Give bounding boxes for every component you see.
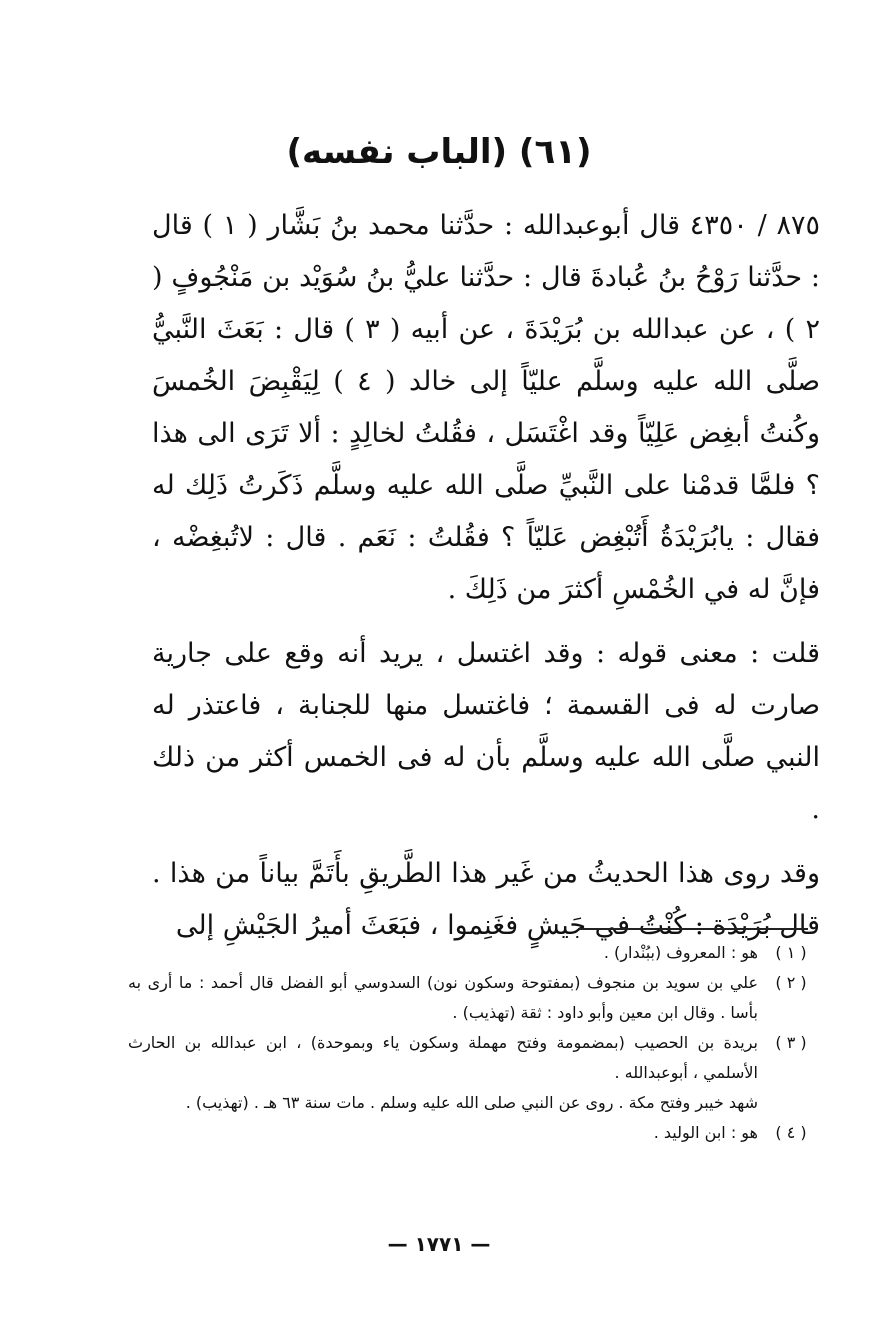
footnote-number: ( ٢ ) (775, 973, 807, 992)
commentary-paragraph: قلت : معنى قوله : وقد اغتسل ، يريد أنه وقع على جارية صارت له فى القسمة ؛ فاغتسل منها للجنابة ، فاعتذر له النبي صلَّى الله عليه وسلَّم بأن له فى الخمس أكثر من ذلك . (152, 638, 820, 825)
footnote-number: ( ٣ ) (775, 1033, 807, 1052)
hadith-number: ٨٧٥ / ٤٣٥٠ (689, 210, 821, 241)
footnote-4 (128, 1118, 814, 1148)
footnote-number: ( ١ ) (775, 943, 807, 962)
footnote-3 (128, 1028, 814, 1088)
footnote-text: علي بن سويد بن منجوف (بمفتوحة وسكون نون) السدوسي أبو الفضل قال أحمد : ما أرى به بأسا . وقال ابن معين وأبو داود : ثقة (تهذيب) . (128, 973, 758, 1022)
hadith-paragraph (152, 200, 820, 616)
footnotes (128, 938, 814, 1148)
footnote-1 (128, 938, 814, 968)
main-text (152, 200, 820, 952)
footnote-number: ( ٤ ) (775, 1123, 807, 1142)
chapter-title: (٦١) (الباب نفسه) (286, 132, 592, 172)
footnote-2 (128, 968, 814, 1028)
footnote-text: هو : المعروف (ببُنْدار) . (603, 943, 758, 962)
footnote-text: بريدة بن الحصيب (بمضمومة وفتح مهملة وسكون ياء وبموحدة) ، ابن عبدالله بن الحارث الأسلمي ، أبوعبدالله . (128, 1033, 758, 1082)
footnote-divider (578, 928, 808, 930)
footnote-3-continuation: شهد خيبر وفتح مكة . روى عن النبي صلى الله عليه وسلم . مات سنة ٦٣ هـ . (تهذيب) . (185, 1093, 758, 1112)
footnote-text: هو : ابن الوليد . (653, 1123, 758, 1142)
page-number: — ١٧٧١ — (387, 1232, 491, 1256)
continuation-paragraph: وقد روى هذا الحديثُ من غَير هذا الطَّريقِ بأَتَمَّ بياناً من هذا . قال بُرَيْدَة : كُنْتُ في جَيشٍ فغَنِموا ، فبَعَثَ أميرُ الجَيْشِ إلى (152, 858, 820, 941)
hadith-text: قال أبوعبدالله : حدَّثنا محمد بنُ بَشَّار ( ١ ) قال : حدَّثنا رَوْحُ بنُ عُبادةَ قال : حدَّثنا عليُّ بنُ سُوَيْد بن مَنْجُوفٍ ( ٢ ) ، عن عبدالله بن بُرَيْدَةَ ، عن أبيه ( ٣ ) قال : بَعَثَ النَّبيُّ صلَّى الله عليه وسلَّم عليّاً إلى خالد ( ٤ ) لِيَقْبِضَ الخُمسَ وكُنتُ أبغِض عَلِيّاً وقد اغْتَسَل ، فقُلتُ لخالِدٍ : ألا تَرَى الى هذا ؟ فلمَّا قدمْنا على النَّبيِّ صلَّى الله عليه وسلَّم ذَكَرتُ ذَلِك له فقال : يابُرَيْدَةُ أَتُبْغِض عَليّاً ؟ فقُلتُ : نَعَم . قال : لاتُبغِضْه ، فإنَّ له في الخُمْسِ أكثرَ من ذَلِكَ . (152, 210, 820, 605)
